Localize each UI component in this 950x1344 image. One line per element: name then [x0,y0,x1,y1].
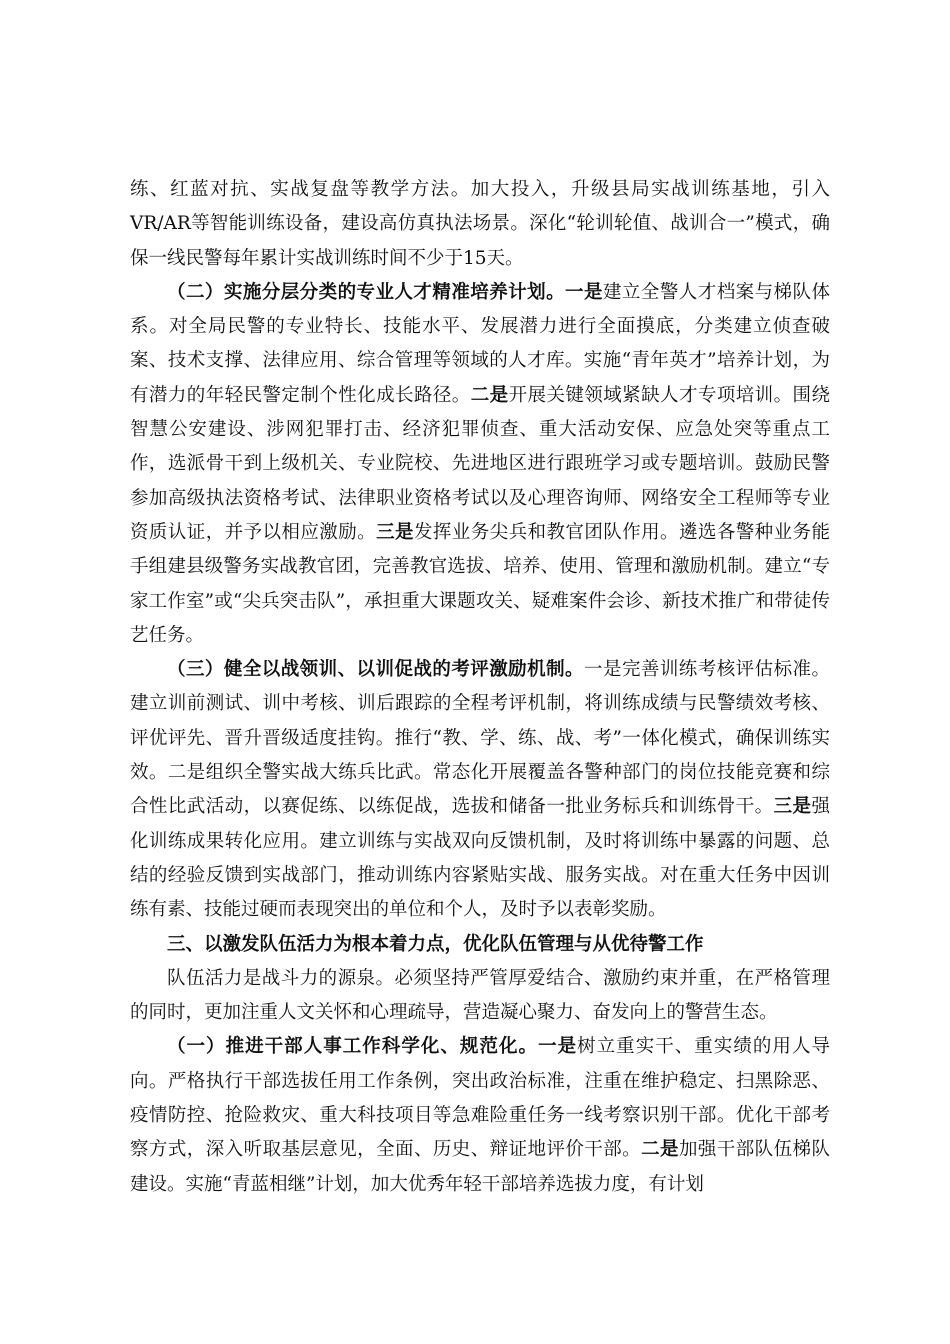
text-run: 建立全警人才档案与梯队体系。对全局民警的专业特长、技能水平、发展潜力进行全面摸底，分类建立侦查破案、技术支撑、法律应用、综合管理等领域的人才库。实施“青年英才”培养计划，为有潜力的年轻民警定制个性化成长路径。 [130,281,830,406]
text-run: 组织全警实战大练兵比武。常态化开展覆盖各警种部门的岗位技能竞赛和综合性比武活动，以赛促练、以练促战，选拔和储备一批业务标兵和训练骨干。 [130,762,830,818]
point-marker: 一是 [584,659,622,681]
text-run: 发挥业务尖兵和教官团队作用。遴选各警种业务能手组建县级警务实战教官团，完善教官选拔、培养、使用、管理和激励机制。建立“专家工作室”或“尖兵突击队”，承担重大课题攻关、疑难案件会诊、新技术推广和带徒传艺任务。 [130,521,830,646]
text-run: 开展关键领域紧缺人才专项培训。围绕智慧公安建设、涉网犯罪打击、经济犯罪侦查、重大活动安保、应急处突等重点工作，选派骨干到上级机关、专业院校、先进地区进行跟班学习或专题培训。鼓励民警参加高级执法资格考试、法律职业资格考试以及心理咨询师、网络安全工程师等专业资质认证，并予以相应激励。 [130,384,830,543]
section-heading [130,928,830,962]
point-marker: 一是 [565,281,603,303]
point-marker: 二是 [167,762,206,784]
text-run: 队伍活力是战斗力的源泉。必须坚持严管厚爱结合、激励约束并重，在严格管理的同时，更加注重人文关怀和心理疏导，营造凝心聚力、奋发向上的警营生态。 [130,967,830,1024]
point-marker: 三是 [376,521,414,543]
section-subheading: （三）健全以战领训、以训促战的考评激励机制。 [167,659,585,681]
section-subheading: （一）推进干部人事工作科学化、规范化。 [167,1036,539,1058]
body-text [130,173,830,1202]
heading-text: 三、以激发队伍活力为根本着力点，优化队伍管理与从优待警工作 [167,933,704,955]
point-marker: 二是 [641,1139,679,1161]
text-run: 练、红蓝对抗、实战复盘等教学方法。加大投入，升级县局实战训练基地，引入VR/AR等智能训练设备，建设高仿真执法场景。深化“轮训轮值、战训合一”模式，确保一线民警每年累计实战训练时间不少于15天。 [130,179,830,269]
paragraph-cadre-personnel [130,1030,830,1201]
text-run: 强化训练成果转化应用。建立训练与实战双向反馈机制，及时将训练中暴露的问题、总结的经验反馈到实战部门，推动训练内容紧贴实战、服务实战。对在重大任务中因训练有素、技能过硬而表现突出的单位和个人，及时予以表彰奖励。 [130,796,830,921]
paragraph-team-vitality [130,962,830,1031]
text-run: 加强干部队伍梯队建设。实施“青蓝相继”计划，加大优秀年轻干部培养选拔力度，有计划 [130,1139,830,1195]
paragraph-talent-plan [130,276,830,653]
paragraph-evaluation-mechanism [130,653,830,927]
point-marker: 三是 [773,796,812,818]
paragraph-training-methods [130,173,830,276]
point-marker: 二是 [470,384,509,406]
point-marker: 一是 [538,1036,578,1058]
section-subheading: （二）实施分层分类的专业人才精准培养计划。 [167,281,566,303]
text-run: 完善训练考核评估标准。建立训前测试、训中考核、训后跟踪的全程考评机制，将训练成绩与民警绩效考核、评优评先、晋升晋级适度挂钩。推行“教、学、练、战、考”一体化模式，确保训练实效。 [130,659,830,784]
text-run: 树立重实干、重实绩的用人导向。严格执行干部选拔任用工作条例，突出政治标准，注重在维护稳定、扫黑除恶、疫情防控、抢险救灾、重大科技项目等急难险重任务一线考察识别干部。优化干部考察方式，深入听取基层意见，全面、历史、辩证地评价干部。 [130,1036,830,1161]
